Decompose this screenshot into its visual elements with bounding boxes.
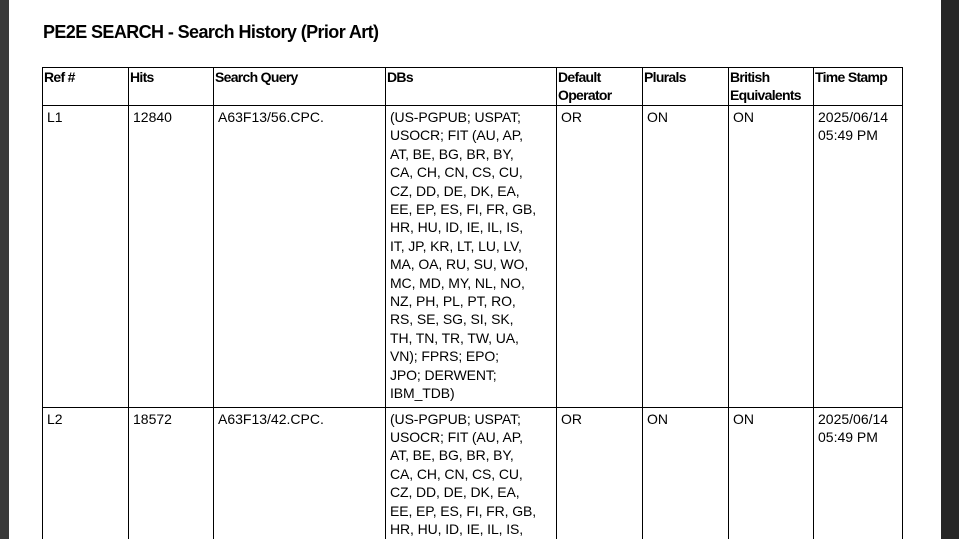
header-row bbox=[43, 68, 903, 106]
cell-dbs: (US-PGPUB; USPAT; USOCR; FIT (AU, AP, AT, BE, BG, BR, BY, CA, CH, CN, CS, CU, CZ, DD, DE, DK, EA, EE, EP, ES, FI, FR, GB, HR, HU, ID, IE, IL, IS, IT, JP, KR, LT, LU, LV, MA, OA, RU, SU, WO, MC, MD, MY, NL, NO, NZ, PH, PL, PT, RO, RS, SE, SG, SI, SK, TH, TN, TR, TW, UA, VN); FPRS; EPO; JPO; DERWENT; IBM_TDB) bbox=[386, 106, 557, 408]
table-row bbox=[43, 106, 903, 408]
header-hits: Hits bbox=[129, 68, 214, 106]
left-viewer-margin bbox=[0, 0, 9, 539]
document-page bbox=[9, 0, 941, 539]
header-default-operator: Default Operator bbox=[557, 68, 643, 106]
cell-time-stamp: 2025/06/14 05:49 PM bbox=[814, 106, 903, 408]
header-dbs: DBs bbox=[386, 68, 557, 106]
table-row bbox=[43, 407, 903, 539]
table-header bbox=[43, 68, 903, 106]
cell-british-equivalents: ON bbox=[729, 106, 814, 408]
cell-british-equivalents: ON bbox=[729, 407, 814, 539]
cell-hits: 18572 bbox=[129, 407, 214, 539]
cell-search-query: A63F13/56.CPC. bbox=[214, 106, 386, 408]
cell-default-operator: OR bbox=[557, 407, 643, 539]
cell-plurals: ON bbox=[643, 106, 729, 408]
cell-ref: L2 bbox=[43, 407, 129, 539]
cell-plurals: ON bbox=[643, 407, 729, 539]
cell-hits: 12840 bbox=[129, 106, 214, 408]
cell-time-stamp: 2025/06/14 05:49 PM bbox=[814, 407, 903, 539]
header-british-equivalents: British Equivalents bbox=[729, 68, 814, 106]
right-viewer-margin bbox=[941, 0, 959, 539]
search-history-table bbox=[42, 67, 903, 539]
document-title: PE2E SEARCH - Search History (Prior Art) bbox=[43, 22, 379, 42]
cell-dbs: (US-PGPUB; USPAT; USOCR; FIT (AU, AP, AT, BE, BG, BR, BY, CA, CH, CN, CS, CU, CZ, DD, DE, DK, EA, EE, EP, ES, FI, FR, GB, HR, HU, ID, IE, IL, IS, bbox=[386, 407, 557, 539]
header-time-stamp: Time Stamp bbox=[814, 68, 903, 106]
header-ref: Ref # bbox=[43, 68, 129, 106]
header-plurals: Plurals bbox=[643, 68, 729, 106]
table-body bbox=[43, 106, 903, 539]
cell-default-operator: OR bbox=[557, 106, 643, 408]
cell-search-query: A63F13/42.CPC. bbox=[214, 407, 386, 539]
cell-ref: L1 bbox=[43, 106, 129, 408]
header-search-query: Search Query bbox=[214, 68, 386, 106]
